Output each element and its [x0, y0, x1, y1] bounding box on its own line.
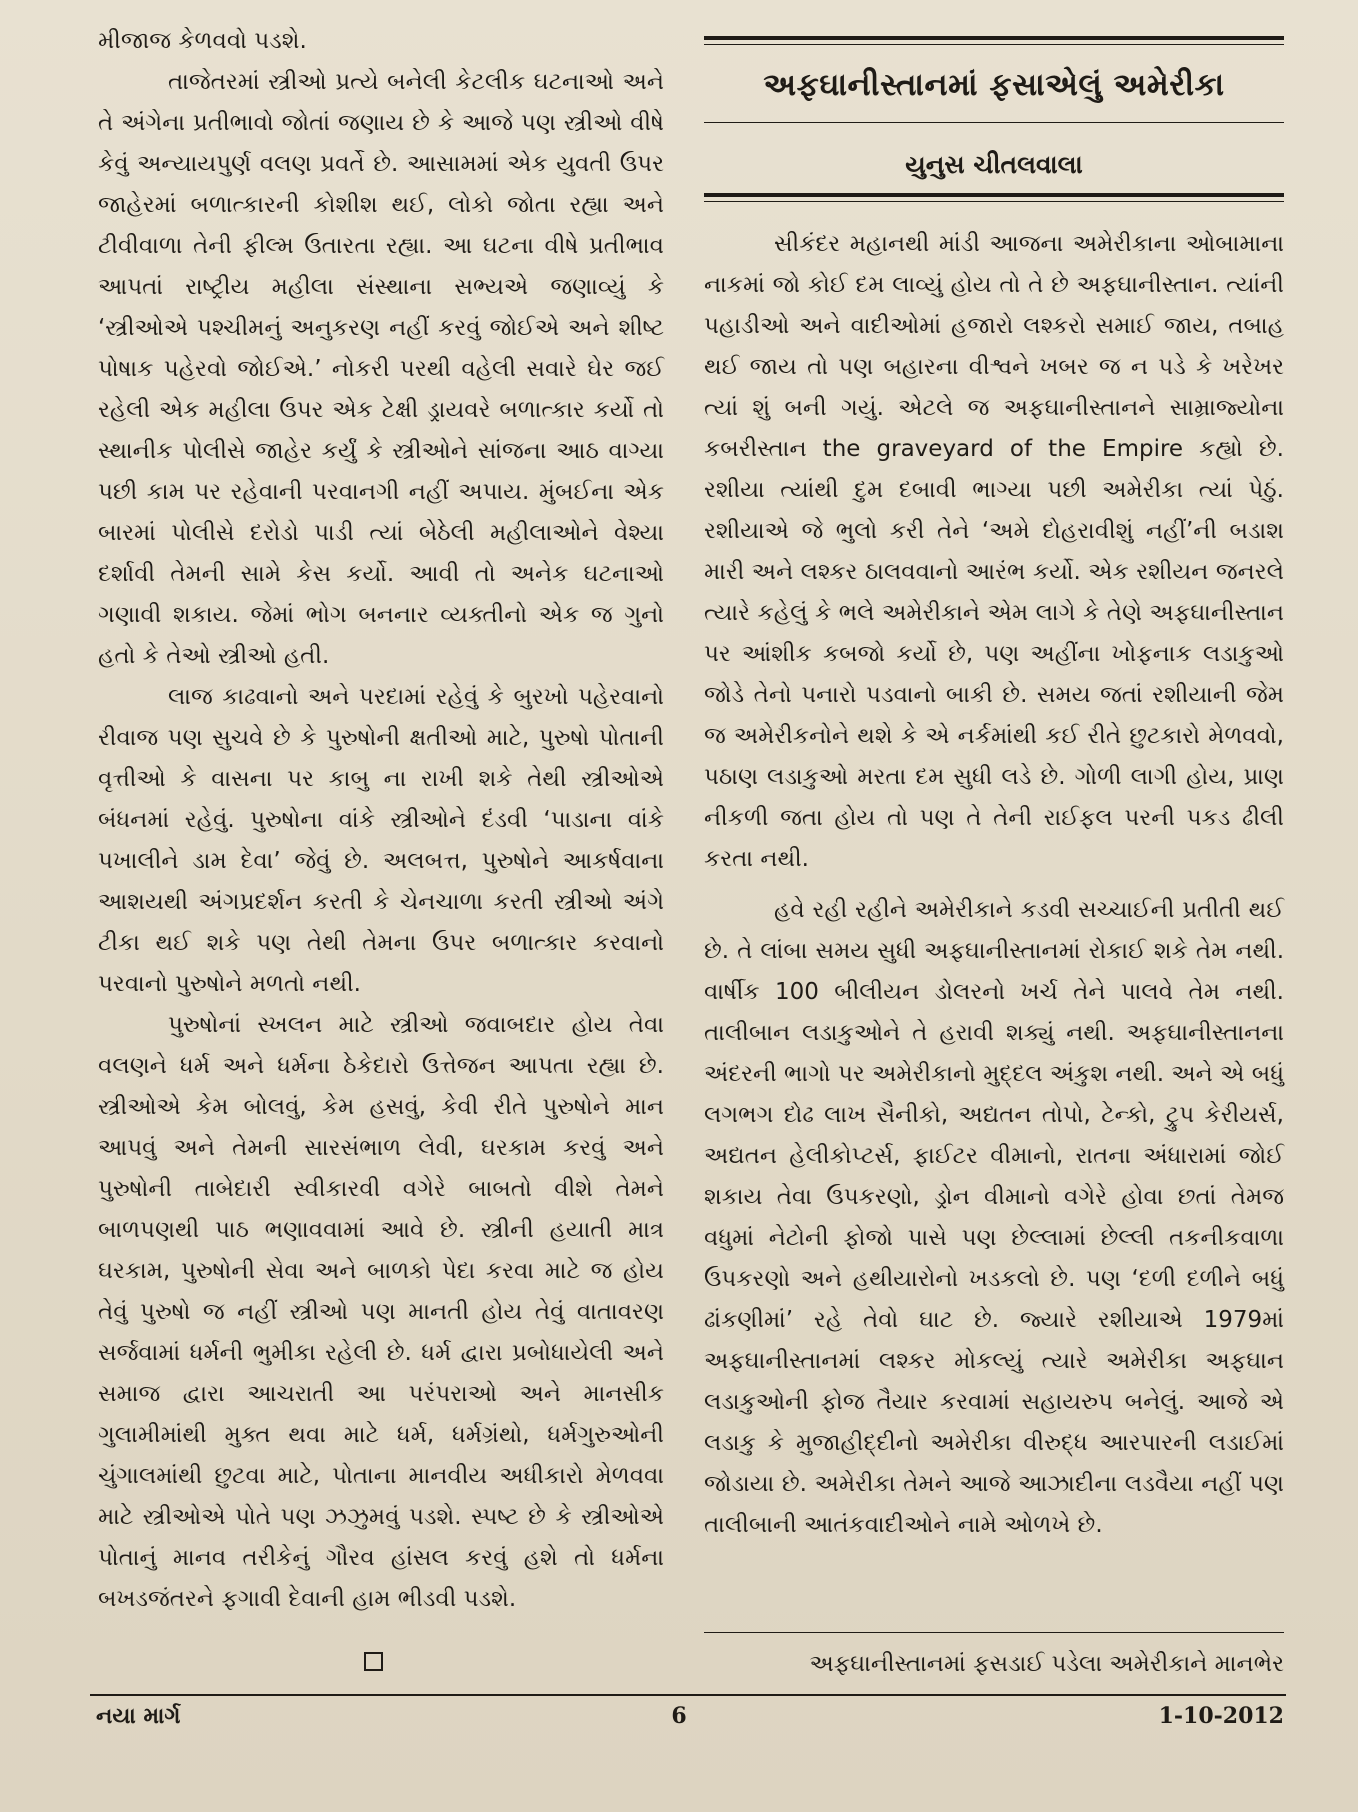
page-number: 6	[671, 1703, 687, 1729]
article-end-square-icon	[364, 1652, 383, 1671]
article-author: યુનુસ ચીતલવાલા	[905, 150, 1083, 179]
left-column-paragraph-3: લાજ કાઢવાનો અને પરદામાં રહેવું કે બુરખો પહેરવાનો રીવાજ પણ સુચવે છે કે પુરુષોની ક્ષતીઓ માટે, પુરુષો પોતાની વૃત્તીઓ કે વાસના પર કાબુ ના રાખી શકે તેથી સ્ત્રીઓએ બંધનમાં રહેવું. પુરુષોના વાંકે સ્ત્રીઓને દંડવી ‘પાડાના વાંકે પખાલીને ડામ દેવા’ જેવું છે. અલબત્ત, પુરુષોને આકર્ષવાના આશયથી અંગપ્રદર્શન કરતી કે ચેનચાળા કરતી સ્ત્રીઓ અંગે ટીકા થઈ શકે પણ તેથી તેમના ઉપર બળાત્કાર કરવાનો પરવાનો પુરુષોને મળતો નથી.	[98, 684, 664, 997]
author-bottom-rule	[704, 193, 1284, 197]
continued-rule	[704, 1632, 1284, 1633]
title-bottom-rule	[704, 122, 1284, 123]
title-top-thin-rule	[704, 44, 1284, 45]
article-paragraph-2: હવે રહી રહીને અમેરીકાને કડવી સચ્ચાઈની પ્રતીતી થઈ છે. તે લાંબા સમય સુધી અફઘાનીસ્તાનમાં રોકાઈ શકે તેમ નથી. વાર્ષીક 100 બીલીયન ડોલરનો ખર્ચ તેને પાલવે તેમ નથી. તાલીબાન લડાકુઓને તે હરાવી શક્યું નથી. અફઘાનીસ્તાનના અંદરની ભાગો પર અમેરીકાનો મુદ્દલ અંકુશ નથી. અને એ બધું લગભગ દોઢ લાખ સૈનીકો, અદ્યતન તોપો, ટેન્કો, ટ્રુપ કેરીયર્સ, અદ્યતન હેલીકોપ્ટર્સ, ફાઈટર વીમાનો, રાતના અંધારામાં જોઈ શકાય તેવા ઉપકરણો, ડ્રોન વીમાનો વગેરે હોવા છતાં તેમજ વધુમાં નેટોની ફોજો પાસે પણ છેલ્લામાં છેલ્લી તકનીકવાળા ઉપકરણો અને હથીયારોનો ખડકલો છે. પણ ‘દળી દળીને બધું ઢાંકણીમાં’ રહે તેવો ઘાટ છે. જ્યારે રશીયાએ 1979માં અફઘાનીસ્તાનમાં લશ્કર મોકલ્યું ત્યારે અમેરીકા અફઘાન લડાકુઓની ફોજ તૈયાર કરવામાં સહાયરુપ બનેલું. આજે એ લડાકુ કે મુજાહીદ્દીનો અમેરીકા વીરુદ્ધ આરપારની લડાઈમાં જોડાયા છે. અમેરીકા તેમને આજે આઝાદીના લડવૈયા નહીં પણ તાલીબાની આતંકવાદીઓને નામે ઓળખે છે.	[704, 897, 1284, 1538]
article-paragraph-1: સીકંદર મહાનથી માંડી આજના અમેરીકાના ઓબામાના નાકમાં જો કોઈ દમ લાવ્યું હોય તો તે છે અફઘાનીસ્તાન. ત્યાંની પહાડીઓ અને વાદીઓમાં હજારો લશ્કરો સમાઈ જાય, તબાહ થઈ જાય તો પણ બહારના વીશ્વને ખબર જ ન પડે કે ખરેખર ત્યાં શું બની ગયું. એટલે જ અફઘાનીસ્તાનને સામ્રાજ્યોના કબરીસ્તાન the graveyard of the Empire કહ્યો છે. રશીયા ત્યાંથી દુમ દબાવી ભાગ્યા પછી અમેરીકા ત્યાં પેઠું. રશીયાએ જે ભુલો કરી તેને ‘અમે દોહરાવીશું નહીં’ની બડાશ મારી અને લશ્કર ઠાલવવાનો આરંભ કર્યો. એક રશીયન જનરલે ત્યારે કહેલું કે ભલે અમેરીકાને એમ લાગે કે તેણે અફઘાનીસ્તાન પર આંશીક કબજો કર્યો છે, પણ અહીંના ખોફનાક લડાકુઓ જોડે તેનો પનારો પડવાનો બાકી છે. સમય જતાં રશીયાની જેમ જ અમેરીકનોને થશે કે એ નર્કમાંથી કઈ રીતે છુટકારો મેળવવો, પઠાણ લડાકુઓ મરતા દમ સુધી લડે છે. ગોળી લાગી હોય, પ્રાણ નીકળી જતા હોય તો પણ તે તેની રાઈફલ પરની પકડ ઢીલી કરતા નથી.	[704, 231, 1284, 872]
left-column-paragraph-2: તાજેતરમાં સ્ત્રીઓ પ્રત્યે બનેલી કેટલીક ઘટનાઓ અને તે અંગેના પ્રતીભાવો જોતાં જણાય છે કે આજે પણ સ્ત્રીઓ વીષે કેવું અન્યાયપુર્ણ વલણ પ્રવર્તે છે. આસામમાં એક યુવતી ઉપર જાહેરમાં બળાત્કારની કોશીશ થઈ, લોકો જોતા રહ્યા અને ટીવીવાળા તેની ફીલ્મ ઉતારતા રહ્યા. આ ઘટના વીષે પ્રતીભાવ આપતાં રાષ્ટ્રીય મહીલા સંસ્થાના સભ્યએ જણાવ્યું કે ‘સ્ત્રીઓએ પશ્ચીમનું અનુકરણ નહીં કરવું જોઈએ અને શીષ્ટ પોષાક પહેરવો જોઈએ.’ નોકરી પરથી વહેલી સવારે ઘેર જઈ રહેલી એક મહીલા ઉપર એક ટેક્ષી ડ્રાયવરે બળાત્કાર કર્યો તો સ્થાનીક પોલીસે જાહેર કર્યું કે સ્ત્રીઓને સાંજના આઠ વાગ્યા પછી કામ પર રહેવાની પરવાનગી નહીં અપાય. મુંબઈના એક બારમાં પોલીસે દરોડો પાડી ત્યાં બેઠેલી મહીલાઓને વેશ્યા દર્શાવી તેમની સામે કેસ કર્યો. આવી તો અનેક ઘટનાઓ ગણાવી શકાય. જેમાં ભોગ બનનાર વ્યક્તીનો એક જ ગુનો હતો કે તેઓ સ્ત્રીઓ હતી.	[98, 69, 664, 669]
left-column-paragraph-1: મીજાજ કેળવવો પડશે.	[98, 28, 307, 54]
footer-rule	[90, 1694, 1286, 1696]
publication-name: નયા માર્ગ	[96, 1703, 181, 1729]
left-column	[98, 21, 664, 1620]
continued-line: અફઘાનીસ્તાનમાં ફસડાઈ પડેલા અમેરીકાને માનભેર	[809, 1651, 1284, 1677]
article-title: અફઘાનીસ્તાનમાં ફસાએલું અમેરીકા	[763, 67, 1225, 103]
right-column	[704, 224, 1284, 1546]
left-column-paragraph-4: પુરુષોનાં સ્ખલન માટે સ્ત્રીઓ જવાબદાર હોય તેવા વલણને ધર્મ અને ધર્મના ઠેકેદારો ઉત્તેજન આપતા રહ્યા છે. સ્ત્રીઓએ કેમ બોલવું, કેમ હસવું, કેવી રીતે પુરુષોને માન આપવું અને તેમની સારસંભાળ લેવી, ઘરકામ કરવું અને પુરુષોની તાબેદારી સ્વીકારવી વગેરે બાબતો વીશે તેમને બાળપણથી પાઠ ભણાવવામાં આવે છે. સ્ત્રીની હયાતી માત્ર ઘરકામ, પુરુષોની સેવા અને બાળકો પેદા કરવા માટે જ હોય તેવું પુરુષો જ નહીં સ્ત્રીઓ પણ માનતી હોય તેવું વાતાવરણ સર્જવામાં ધર્મની ભુમીકા રહેલી છે. ધર્મ દ્વારા પ્રબોધાયેલી અને સમાજ દ્વારા આચરાતી આ પરંપરાઓ અને માનસીક ગુલામીમાંથી મુક્ત થવા માટે ધર્મ, ધર્મગ્રંથો, ધર્મગુરુઓની ચુંગાલમાંથી છુટવા માટે, પોતાના માનવીય અધીકારો મેળવવા માટે સ્ત્રીઓએ પોતે પણ ઝઝુમવું પડશે. સ્પષ્ટ છે કે સ્ત્રીઓએ પોતાનું માનવ તરીકેનું ગૌરવ હાંસલ કરવું હશે તો ધર્મના બખડજંતરને ફગાવી દેવાની હામ ભીડવી પડશે.	[98, 1012, 664, 1612]
author-bottom-thin-rule	[704, 201, 1284, 202]
issue-date: 1-10-2012	[1158, 1703, 1284, 1729]
title-top-rule	[704, 36, 1284, 40]
